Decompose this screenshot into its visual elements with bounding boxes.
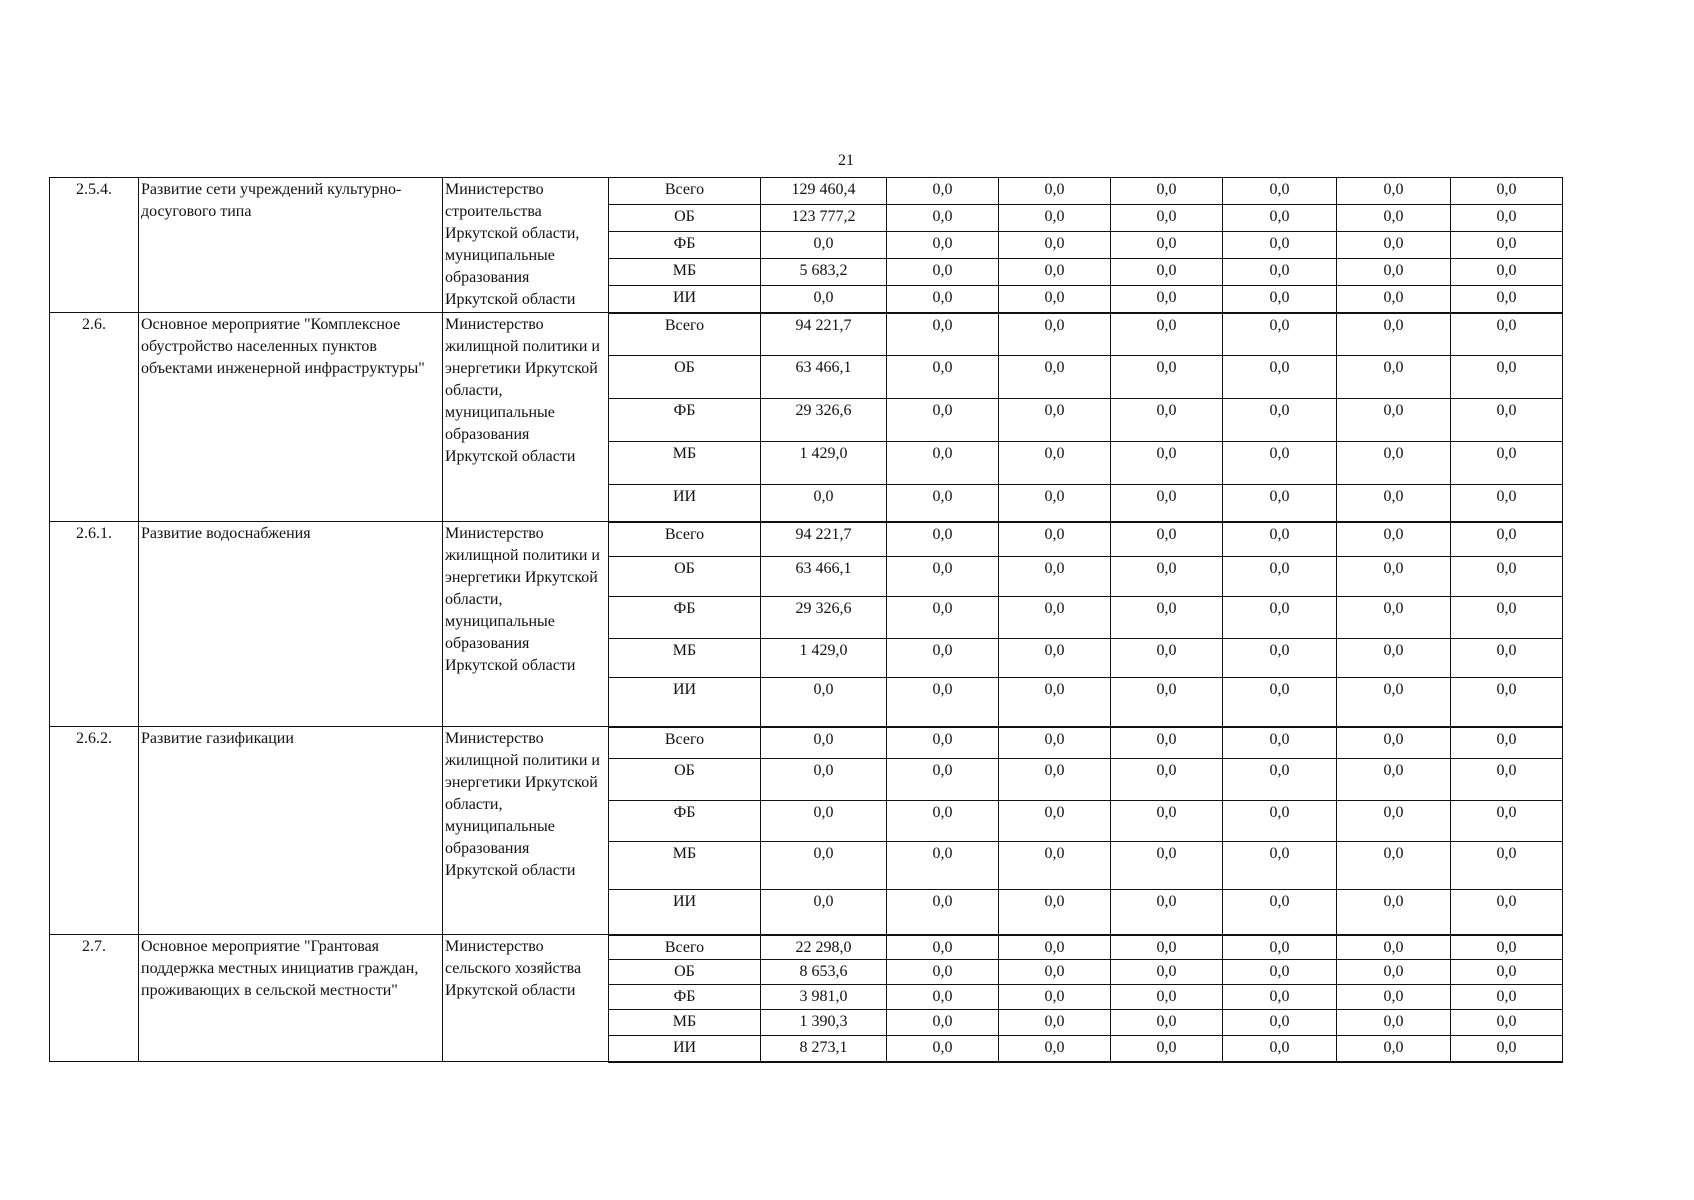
funding-source: Всего bbox=[609, 935, 761, 960]
value-cell: 0,0 bbox=[887, 678, 999, 727]
value-cell: 0,0 bbox=[1111, 259, 1223, 286]
value-cell: 0,0 bbox=[1111, 205, 1223, 232]
funding-source: ИИ bbox=[609, 890, 761, 935]
value-cell: 0,0 bbox=[1111, 1036, 1223, 1062]
funding-source: Всего bbox=[609, 727, 761, 759]
value-cell: 0,0 bbox=[1451, 890, 1563, 935]
value-cell: 0,0 bbox=[1111, 678, 1223, 727]
value-cell: 0,0 bbox=[1223, 1036, 1337, 1062]
value-cell: 0,0 bbox=[1337, 178, 1451, 205]
value-cell: 0,0 bbox=[887, 727, 999, 759]
value-cell: 0,0 bbox=[1451, 759, 1563, 801]
value-cell: 0,0 bbox=[999, 597, 1111, 639]
value-cell: 1 429,0 bbox=[761, 442, 887, 485]
value-cell: 0,0 bbox=[1111, 639, 1223, 678]
value-cell: 0,0 bbox=[1337, 442, 1451, 485]
value-cell: 0,0 bbox=[1223, 1010, 1337, 1036]
value-cell: 0,0 bbox=[1451, 286, 1563, 313]
value-cell: 0,0 bbox=[999, 890, 1111, 935]
value-cell: 0,0 bbox=[1337, 399, 1451, 442]
item-number: 2.7. bbox=[50, 935, 139, 1062]
value-cell: 0,0 bbox=[1451, 597, 1563, 639]
item-executor: Министерство жилищной политики и энергетики Иркутской области, муниципальные образования Иркутской области bbox=[443, 313, 609, 522]
value-cell: 0,0 bbox=[1451, 1010, 1563, 1036]
funding-source: МБ bbox=[609, 442, 761, 485]
item-executor: Министерство сельского хозяйства Иркутской области bbox=[443, 935, 609, 1062]
value-cell: 0,0 bbox=[999, 727, 1111, 759]
value-cell: 0,0 bbox=[1223, 985, 1337, 1010]
value-cell: 94 221,7 bbox=[761, 522, 887, 557]
value-cell: 63 466,1 bbox=[761, 557, 887, 597]
value-cell: 0,0 bbox=[1337, 960, 1451, 985]
value-cell: 0,0 bbox=[887, 985, 999, 1010]
value-cell: 0,0 bbox=[1111, 985, 1223, 1010]
funding-source: ОБ bbox=[609, 205, 761, 232]
value-cell: 29 326,6 bbox=[761, 597, 887, 639]
value-cell: 0,0 bbox=[1111, 842, 1223, 890]
value-cell: 0,0 bbox=[1337, 727, 1451, 759]
value-cell: 0,0 bbox=[761, 890, 887, 935]
value-cell: 0,0 bbox=[1223, 960, 1337, 985]
value-cell: 0,0 bbox=[1451, 399, 1563, 442]
value-cell: 0,0 bbox=[887, 960, 999, 985]
value-cell: 0,0 bbox=[1111, 485, 1223, 522]
value-cell: 0,0 bbox=[1223, 259, 1337, 286]
value-cell: 0,0 bbox=[1451, 557, 1563, 597]
value-cell: 0,0 bbox=[887, 399, 999, 442]
value-cell: 0,0 bbox=[1337, 522, 1451, 557]
value-cell: 123 777,2 bbox=[761, 205, 887, 232]
value-cell: 0,0 bbox=[1111, 801, 1223, 842]
value-cell: 0,0 bbox=[999, 313, 1111, 356]
value-cell: 0,0 bbox=[1337, 1010, 1451, 1036]
value-cell: 0,0 bbox=[1111, 442, 1223, 485]
value-cell: 0,0 bbox=[999, 960, 1111, 985]
value-cell: 0,0 bbox=[1337, 985, 1451, 1010]
value-cell: 0,0 bbox=[1223, 522, 1337, 557]
value-cell: 0,0 bbox=[1451, 442, 1563, 485]
value-cell: 0,0 bbox=[761, 727, 887, 759]
value-cell: 0,0 bbox=[761, 759, 887, 801]
value-cell: 0,0 bbox=[1451, 313, 1563, 356]
value-cell: 0,0 bbox=[1111, 557, 1223, 597]
value-cell: 0,0 bbox=[999, 842, 1111, 890]
value-cell: 0,0 bbox=[1451, 232, 1563, 259]
budget-table bbox=[49, 177, 1563, 1063]
value-cell: 0,0 bbox=[999, 286, 1111, 313]
item-number: 2.6.2. bbox=[50, 727, 139, 935]
value-cell: 0,0 bbox=[1111, 522, 1223, 557]
value-cell: 0,0 bbox=[1451, 801, 1563, 842]
value-cell: 0,0 bbox=[1111, 399, 1223, 442]
value-cell: 0,0 bbox=[1451, 727, 1563, 759]
table-row bbox=[50, 313, 1563, 356]
value-cell: 129 460,4 bbox=[761, 178, 887, 205]
funding-source: ОБ bbox=[609, 356, 761, 399]
value-cell: 0,0 bbox=[999, 639, 1111, 678]
value-cell: 0,0 bbox=[887, 178, 999, 205]
funding-source: ОБ bbox=[609, 960, 761, 985]
value-cell: 0,0 bbox=[999, 259, 1111, 286]
value-cell: 0,0 bbox=[1223, 399, 1337, 442]
value-cell: 0,0 bbox=[1451, 935, 1563, 960]
item-name: Основное мероприятие "Комплексное обустройство населенных пунктов объектами инженерной инфраструктуры" bbox=[139, 313, 443, 522]
table-body bbox=[50, 178, 1563, 1062]
value-cell: 0,0 bbox=[1337, 286, 1451, 313]
value-cell: 0,0 bbox=[999, 1010, 1111, 1036]
value-cell: 0,0 bbox=[999, 985, 1111, 1010]
value-cell: 0,0 bbox=[999, 178, 1111, 205]
value-cell: 0,0 bbox=[1337, 801, 1451, 842]
value-cell: 0,0 bbox=[887, 801, 999, 842]
value-cell: 3 981,0 bbox=[761, 985, 887, 1010]
funding-source: ОБ bbox=[609, 557, 761, 597]
value-cell: 0,0 bbox=[1111, 597, 1223, 639]
value-cell: 8 653,6 bbox=[761, 960, 887, 985]
value-cell: 0,0 bbox=[887, 842, 999, 890]
value-cell: 0,0 bbox=[1111, 759, 1223, 801]
value-cell: 0,0 bbox=[1337, 890, 1451, 935]
table-row bbox=[50, 522, 1563, 557]
table-row bbox=[50, 935, 1563, 960]
value-cell: 0,0 bbox=[1111, 890, 1223, 935]
value-cell: 0,0 bbox=[999, 205, 1111, 232]
value-cell: 0,0 bbox=[761, 485, 887, 522]
value-cell: 0,0 bbox=[1337, 597, 1451, 639]
funding-source: МБ bbox=[609, 842, 761, 890]
item-executor: Министерство жилищной политики и энергетики Иркутской области, муниципальные образования Иркутской области bbox=[443, 522, 609, 727]
value-cell: 0,0 bbox=[1223, 557, 1337, 597]
value-cell: 0,0 bbox=[1223, 286, 1337, 313]
funding-source: ФБ bbox=[609, 985, 761, 1010]
value-cell: 63 466,1 bbox=[761, 356, 887, 399]
value-cell: 0,0 bbox=[1337, 205, 1451, 232]
value-cell: 0,0 bbox=[1223, 178, 1337, 205]
value-cell: 0,0 bbox=[887, 205, 999, 232]
value-cell: 0,0 bbox=[1337, 759, 1451, 801]
value-cell: 0,0 bbox=[1223, 356, 1337, 399]
value-cell: 0,0 bbox=[761, 678, 887, 727]
value-cell: 0,0 bbox=[887, 759, 999, 801]
table-row bbox=[50, 727, 1563, 759]
value-cell: 0,0 bbox=[999, 485, 1111, 522]
value-cell: 0,0 bbox=[1451, 356, 1563, 399]
funding-source: ФБ bbox=[609, 801, 761, 842]
item-name: Развитие водоснабжения bbox=[139, 522, 443, 727]
value-cell: 0,0 bbox=[1223, 232, 1337, 259]
funding-source: ОБ bbox=[609, 759, 761, 801]
value-cell: 0,0 bbox=[1337, 557, 1451, 597]
value-cell: 0,0 bbox=[887, 1036, 999, 1062]
funding-source: ФБ bbox=[609, 232, 761, 259]
value-cell: 0,0 bbox=[1111, 178, 1223, 205]
value-cell: 0,0 bbox=[887, 485, 999, 522]
value-cell: 0,0 bbox=[887, 1010, 999, 1036]
value-cell: 0,0 bbox=[999, 522, 1111, 557]
item-number: 2.6. bbox=[50, 313, 139, 522]
value-cell: 0,0 bbox=[1223, 801, 1337, 842]
value-cell: 0,0 bbox=[999, 442, 1111, 485]
value-cell: 29 326,6 bbox=[761, 399, 887, 442]
value-cell: 0,0 bbox=[1223, 842, 1337, 890]
funding-source: МБ bbox=[609, 639, 761, 678]
value-cell: 0,0 bbox=[887, 286, 999, 313]
funding-source: МБ bbox=[609, 259, 761, 286]
value-cell: 0,0 bbox=[1451, 960, 1563, 985]
item-name: Основное мероприятие "Грантовая поддержка местных инициатив граждан, проживающих в сельской местности" bbox=[139, 935, 443, 1062]
table-row bbox=[50, 178, 1563, 205]
item-executor: Министерство жилищной политики и энергетики Иркутской области, муниципальные образования Иркутской области bbox=[443, 727, 609, 935]
value-cell: 0,0 bbox=[761, 232, 887, 259]
funding-source: Всего bbox=[609, 313, 761, 356]
value-cell: 0,0 bbox=[1223, 313, 1337, 356]
item-executor: Министерство строительства Иркутской области, муниципальные образования Иркутской области bbox=[443, 178, 609, 313]
value-cell: 0,0 bbox=[1111, 935, 1223, 960]
value-cell: 0,0 bbox=[761, 801, 887, 842]
value-cell: 0,0 bbox=[887, 597, 999, 639]
value-cell: 0,0 bbox=[1111, 313, 1223, 356]
value-cell: 0,0 bbox=[999, 759, 1111, 801]
value-cell: 0,0 bbox=[1223, 678, 1337, 727]
value-cell: 0,0 bbox=[1451, 178, 1563, 205]
value-cell: 0,0 bbox=[887, 232, 999, 259]
value-cell: 0,0 bbox=[1111, 232, 1223, 259]
page-number: 21 bbox=[838, 152, 854, 169]
value-cell: 0,0 bbox=[887, 442, 999, 485]
value-cell: 0,0 bbox=[999, 678, 1111, 727]
value-cell: 0,0 bbox=[1337, 313, 1451, 356]
value-cell: 0,0 bbox=[1223, 890, 1337, 935]
value-cell: 0,0 bbox=[999, 232, 1111, 259]
funding-source: Всего bbox=[609, 178, 761, 205]
value-cell: 0,0 bbox=[887, 890, 999, 935]
value-cell: 0,0 bbox=[1223, 597, 1337, 639]
funding-source: ФБ bbox=[609, 399, 761, 442]
value-cell: 0,0 bbox=[999, 935, 1111, 960]
value-cell: 0,0 bbox=[999, 557, 1111, 597]
value-cell: 0,0 bbox=[999, 1036, 1111, 1062]
value-cell: 1 390,3 bbox=[761, 1010, 887, 1036]
value-cell: 0,0 bbox=[761, 286, 887, 313]
value-cell: 0,0 bbox=[1111, 286, 1223, 313]
value-cell: 0,0 bbox=[1111, 727, 1223, 759]
value-cell: 0,0 bbox=[887, 356, 999, 399]
value-cell: 0,0 bbox=[1451, 842, 1563, 890]
value-cell: 0,0 bbox=[999, 801, 1111, 842]
value-cell: 0,0 bbox=[1451, 485, 1563, 522]
funding-source: ФБ bbox=[609, 597, 761, 639]
value-cell: 0,0 bbox=[1451, 985, 1563, 1010]
value-cell: 22 298,0 bbox=[761, 935, 887, 960]
value-cell: 0,0 bbox=[1223, 639, 1337, 678]
funding-source: Всего bbox=[609, 522, 761, 557]
funding-source: МБ bbox=[609, 1010, 761, 1036]
value-cell: 0,0 bbox=[887, 259, 999, 286]
value-cell: 0,0 bbox=[1451, 678, 1563, 727]
item-number: 2.6.1. bbox=[50, 522, 139, 727]
item-name: Развитие сети учреждений культурно-досугового типа bbox=[139, 178, 443, 313]
value-cell: 94 221,7 bbox=[761, 313, 887, 356]
value-cell: 0,0 bbox=[1337, 259, 1451, 286]
value-cell: 0,0 bbox=[1337, 842, 1451, 890]
value-cell: 0,0 bbox=[1451, 205, 1563, 232]
value-cell: 0,0 bbox=[887, 557, 999, 597]
value-cell: 0,0 bbox=[1337, 678, 1451, 727]
value-cell: 0,0 bbox=[1223, 485, 1337, 522]
value-cell: 0,0 bbox=[887, 935, 999, 960]
value-cell: 0,0 bbox=[1451, 1036, 1563, 1062]
value-cell: 0,0 bbox=[1223, 727, 1337, 759]
value-cell: 0,0 bbox=[887, 639, 999, 678]
value-cell: 0,0 bbox=[1451, 522, 1563, 557]
value-cell: 0,0 bbox=[1337, 356, 1451, 399]
value-cell: 0,0 bbox=[1111, 960, 1223, 985]
item-name: Развитие газификации bbox=[139, 727, 443, 935]
value-cell: 0,0 bbox=[1451, 259, 1563, 286]
value-cell: 0,0 bbox=[1111, 1010, 1223, 1036]
value-cell: 5 683,2 bbox=[761, 259, 887, 286]
value-cell: 0,0 bbox=[761, 842, 887, 890]
value-cell: 0,0 bbox=[1337, 935, 1451, 960]
value-cell: 0,0 bbox=[1337, 232, 1451, 259]
funding-source: ИИ bbox=[609, 1036, 761, 1062]
item-number: 2.5.4. bbox=[50, 178, 139, 313]
value-cell: 0,0 bbox=[999, 356, 1111, 399]
value-cell: 0,0 bbox=[1223, 935, 1337, 960]
funding-source: ИИ bbox=[609, 485, 761, 522]
value-cell: 0,0 bbox=[1223, 442, 1337, 485]
funding-source: ИИ bbox=[609, 678, 761, 727]
value-cell: 8 273,1 bbox=[761, 1036, 887, 1062]
value-cell: 0,0 bbox=[1451, 639, 1563, 678]
value-cell: 1 429,0 bbox=[761, 639, 887, 678]
value-cell: 0,0 bbox=[887, 313, 999, 356]
value-cell: 0,0 bbox=[1223, 759, 1337, 801]
value-cell: 0,0 bbox=[1337, 639, 1451, 678]
funding-source: ИИ bbox=[609, 286, 761, 313]
value-cell: 0,0 bbox=[999, 399, 1111, 442]
value-cell: 0,0 bbox=[1111, 356, 1223, 399]
value-cell: 0,0 bbox=[1337, 1036, 1451, 1062]
value-cell: 0,0 bbox=[1223, 205, 1337, 232]
value-cell: 0,0 bbox=[1337, 485, 1451, 522]
value-cell: 0,0 bbox=[887, 522, 999, 557]
